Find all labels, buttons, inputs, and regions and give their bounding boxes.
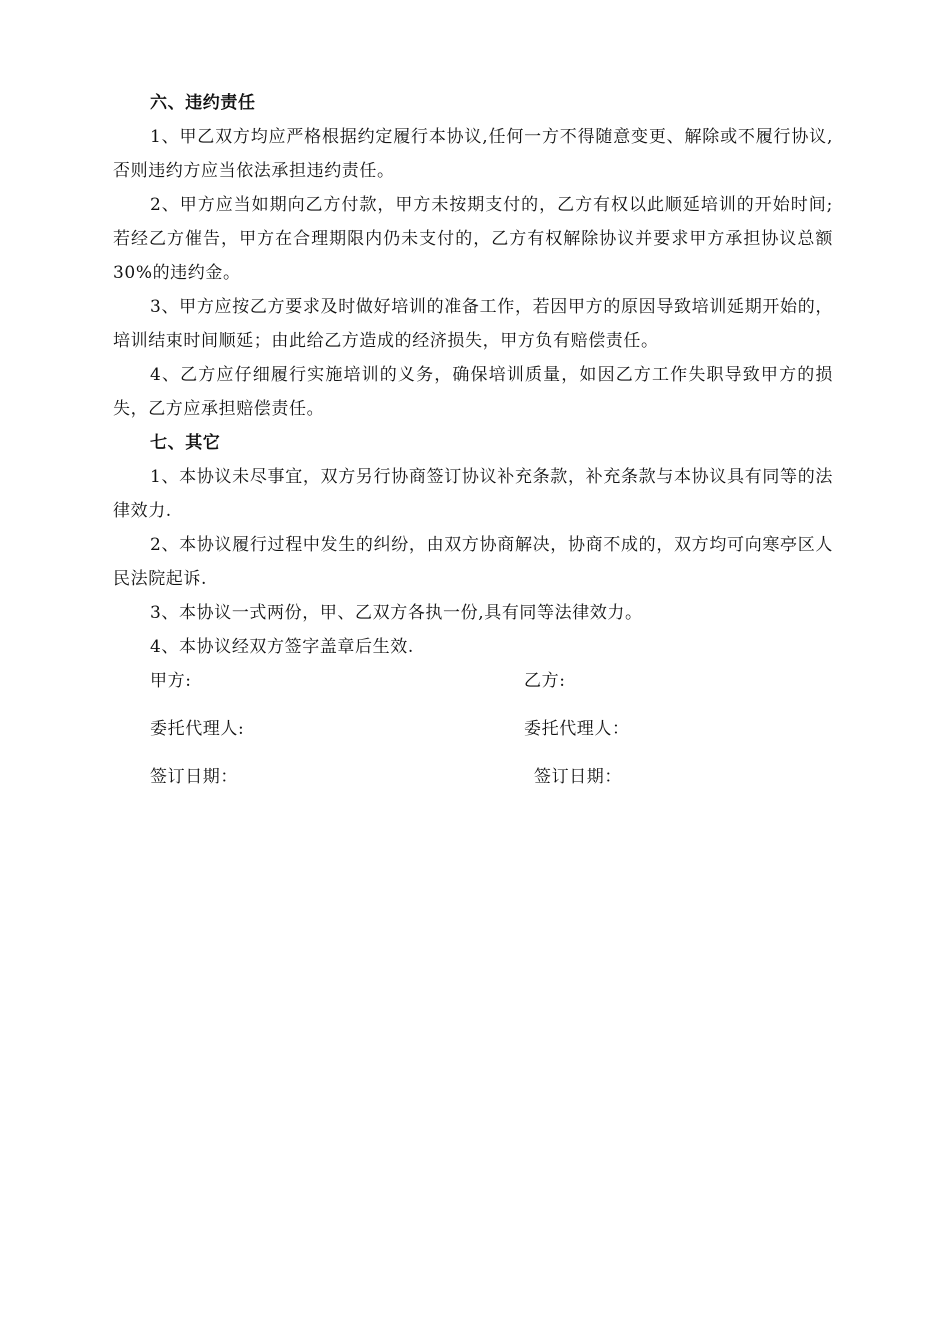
signature-block <box>113 664 833 808</box>
breach-clause-4: 4、乙方应仔细履行实施培训的义务，确保培训质量，如因乙方工作失职导致甲方的损失，乙方应承担赔偿责任。 <box>113 365 833 419</box>
date-a-label: 签订日期： <box>150 767 238 787</box>
other-clause-1: 1、本协议未尽事宜，双方另行协商签订协议补充条款，补充条款与本协议具有同等的法律效力. <box>113 467 833 521</box>
agent-b-label: 委托代理人： <box>524 719 630 739</box>
document-body <box>113 86 833 808</box>
breach-clause-3: 3、甲方应按乙方要求及时做好培训的准备工作，若因甲方的原因导致培训延期开始的，培训结束时间顺延；由此给乙方造成的经济损失，甲方负有赔偿责任。 <box>113 297 833 351</box>
other-clause-2: 2、本协议履行过程中发生的纠纷，由双方协商解决，协商不成的，双方均可向寒亭区人民法院起诉. <box>113 535 833 589</box>
breach-clause-1: 1、甲乙双方均应严格根据约定履行本协议,任何一方不得随意变更、解除或不履行协议,否则违约方应当依法承担违约责任。 <box>113 127 833 181</box>
signature-row-agent <box>113 712 833 760</box>
party-a-label: 甲方: <box>150 671 192 691</box>
date-b-label: 签订日期： <box>534 767 622 787</box>
section-heading-breach: 六、违约责任 <box>150 93 256 113</box>
signature-row-date <box>113 760 833 808</box>
signature-row-party <box>113 664 833 712</box>
other-clause-3: 3、本协议一式两份，甲、乙双方各执一份,具有同等法律效力。 <box>150 603 643 623</box>
section-heading-other: 七、其它 <box>150 433 221 453</box>
agent-a-label: 委托代理人: <box>150 719 245 739</box>
breach-clause-2: 2、甲方应当如期向乙方付款，甲方未按期支付的，乙方有权以此顺延培训的开始时间;若经乙方催告，甲方在合理期限内仍未支付的，乙方有权解除协议并要求甲方承担协议总额30%的违约金。 <box>113 195 833 283</box>
other-clause-4: 4、本协议经双方签字盖章后生效. <box>150 637 414 657</box>
party-b-label: 乙方: <box>524 671 566 691</box>
